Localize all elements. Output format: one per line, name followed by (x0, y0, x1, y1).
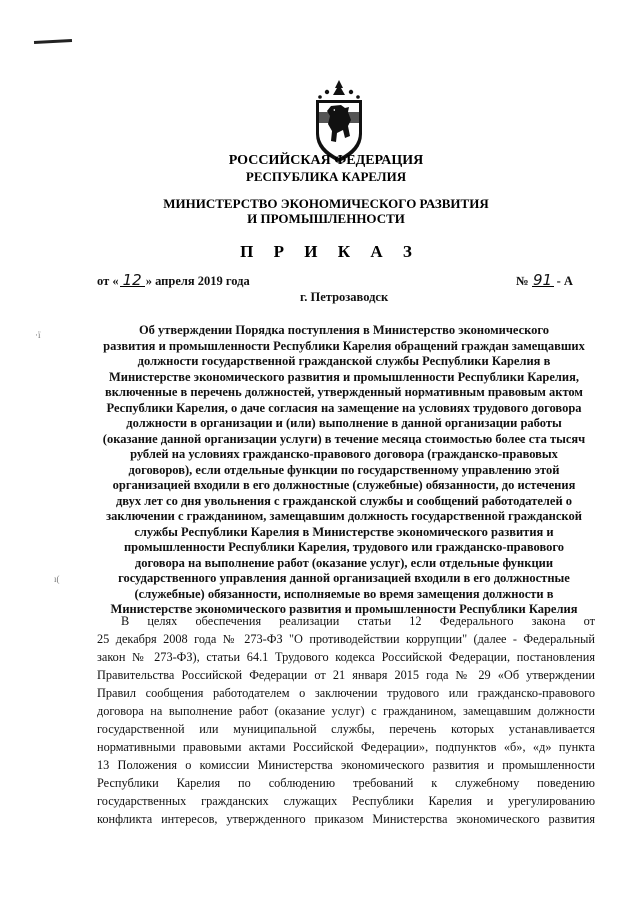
order-body-paragraph (97, 612, 595, 828)
document-type-title: П Р И К А З (240, 242, 420, 261)
body-line: Республики Карелия по соблюдению требований к служебному поведению (97, 776, 595, 790)
body-line: 13 Положения о комиссии Министерства экономического развития и промышленности (97, 758, 595, 772)
body-line: закон № 273-ФЗ), статьи 64.1 Трудового кодекса Российской Федерации, постановления (97, 650, 595, 664)
title-line: государственного управления данной организацией входили в его должностные (118, 571, 570, 585)
order-title (95, 323, 593, 618)
header-republic: РЕСПУБЛИКА КАРЕЛИЯ (245, 169, 407, 184)
header-ministry-line1: МИНИСТЕРСТВО ЭКОНОМИЧЕСКОГО РАЗВИТИЯ (163, 196, 489, 211)
body-line: договора на выполнение работ (оказание услуг) с гражданином, замещавшим должности (97, 704, 595, 718)
body-line: конфликта интересов, утвержденного приказом Министерства экономического развития (97, 812, 595, 826)
number-suffix: - А (556, 274, 573, 288)
title-line: договора на выполнение работ (оказание услуг), если отдельные функции (134, 555, 554, 570)
title-line: включенные в перечень должностей, утвержденный нормативным правовым актом (105, 385, 583, 399)
issuing-city: г. Петрозаводск (300, 290, 389, 304)
title-line: заключении с гражданином, замещавшим должность государственной гражданской (106, 509, 582, 523)
margin-scan-mark: ı( (54, 574, 60, 584)
title-line: Министерстве экономического развития и промышленности Республики Карелия (110, 602, 578, 616)
margin-scan-mark: ·ï (35, 330, 41, 340)
title-line: (служебные) обязанности, исполняемые во время замещения должности в (134, 586, 554, 601)
header-federation: РОССИЙСКАЯ ФЕДЕРАЦИЯ (228, 153, 424, 168)
title-line: развития и промышленности Республики Карелия обращений граждан замещавших (103, 338, 585, 353)
title-line: Об утверждении Порядка поступления в Министерство экономического (138, 323, 550, 337)
title-line: Министерстве экономического развития и промышленности Республики Карелия, (108, 369, 580, 384)
body-line: Правил сообщения работодателем о заключении трудового или гражданско-правового (97, 686, 595, 700)
date-day-handwritten: 12 (120, 274, 145, 287)
title-line: организацией входили в его должностные (служебные) обязанности, до истечения (112, 478, 576, 492)
title-line: Республики Карелия, о даче согласия на замещение на условиях трудового договора (106, 400, 582, 415)
date-suffix: » апреля 2019 года (145, 274, 250, 288)
karelia-coat-of-arms-emblem (304, 78, 374, 164)
title-line: договоров), если отдельные функции по государственному управлению этой (128, 462, 560, 477)
order-date (97, 271, 250, 289)
body-line: нормативными правовыми актами Российской Федерации», подпунктов «б», «д» пункта (97, 740, 595, 754)
title-line: рублей на условиях гражданско-правового договора (гражданско-правовых (130, 447, 558, 461)
title-line: промышленности Республики Карелия, трудового или гражданско-правового (123, 540, 565, 554)
number-prefix: № (516, 274, 529, 288)
body-line: 25 декабря 2008 года № 273-ФЗ "О противодействии коррупции" (далее - Федеральный (97, 632, 595, 646)
title-line: службы Республики Карелия в Министерстве экономического развития и (134, 524, 554, 539)
body-line: государственной или муниципальной службы, перечень которых устанавливается (97, 722, 595, 736)
title-line: должности в организации и (или) выполнение в данной организации работы (126, 416, 562, 430)
body-line: государственных гражданских служащих Республики Карелия и урегулированию (97, 794, 595, 808)
body-line: Правительства Российской Федерации от 21 января 2015 года № 29 «Об утверждении (97, 668, 595, 682)
header-ministry-line2: И ПРОМЫШЛЕННОСТИ (247, 211, 405, 226)
date-prefix: от « (97, 274, 119, 288)
scan-artifact-mark (34, 39, 72, 44)
title-line: (оказание данной организации услуги) в течение месяца стоимостью более ста тысяч (102, 431, 586, 446)
order-number (516, 271, 573, 289)
title-line: должности государственной гражданской службы Республики Карелия в (137, 354, 551, 368)
number-handwritten: 91 (533, 271, 553, 289)
body-line: В целях обеспечения реализации статьи 12 Федерального закона от (121, 614, 595, 628)
title-line: двух лет со дня увольнения с гражданской службы и сообщений работодателей о (115, 493, 573, 508)
